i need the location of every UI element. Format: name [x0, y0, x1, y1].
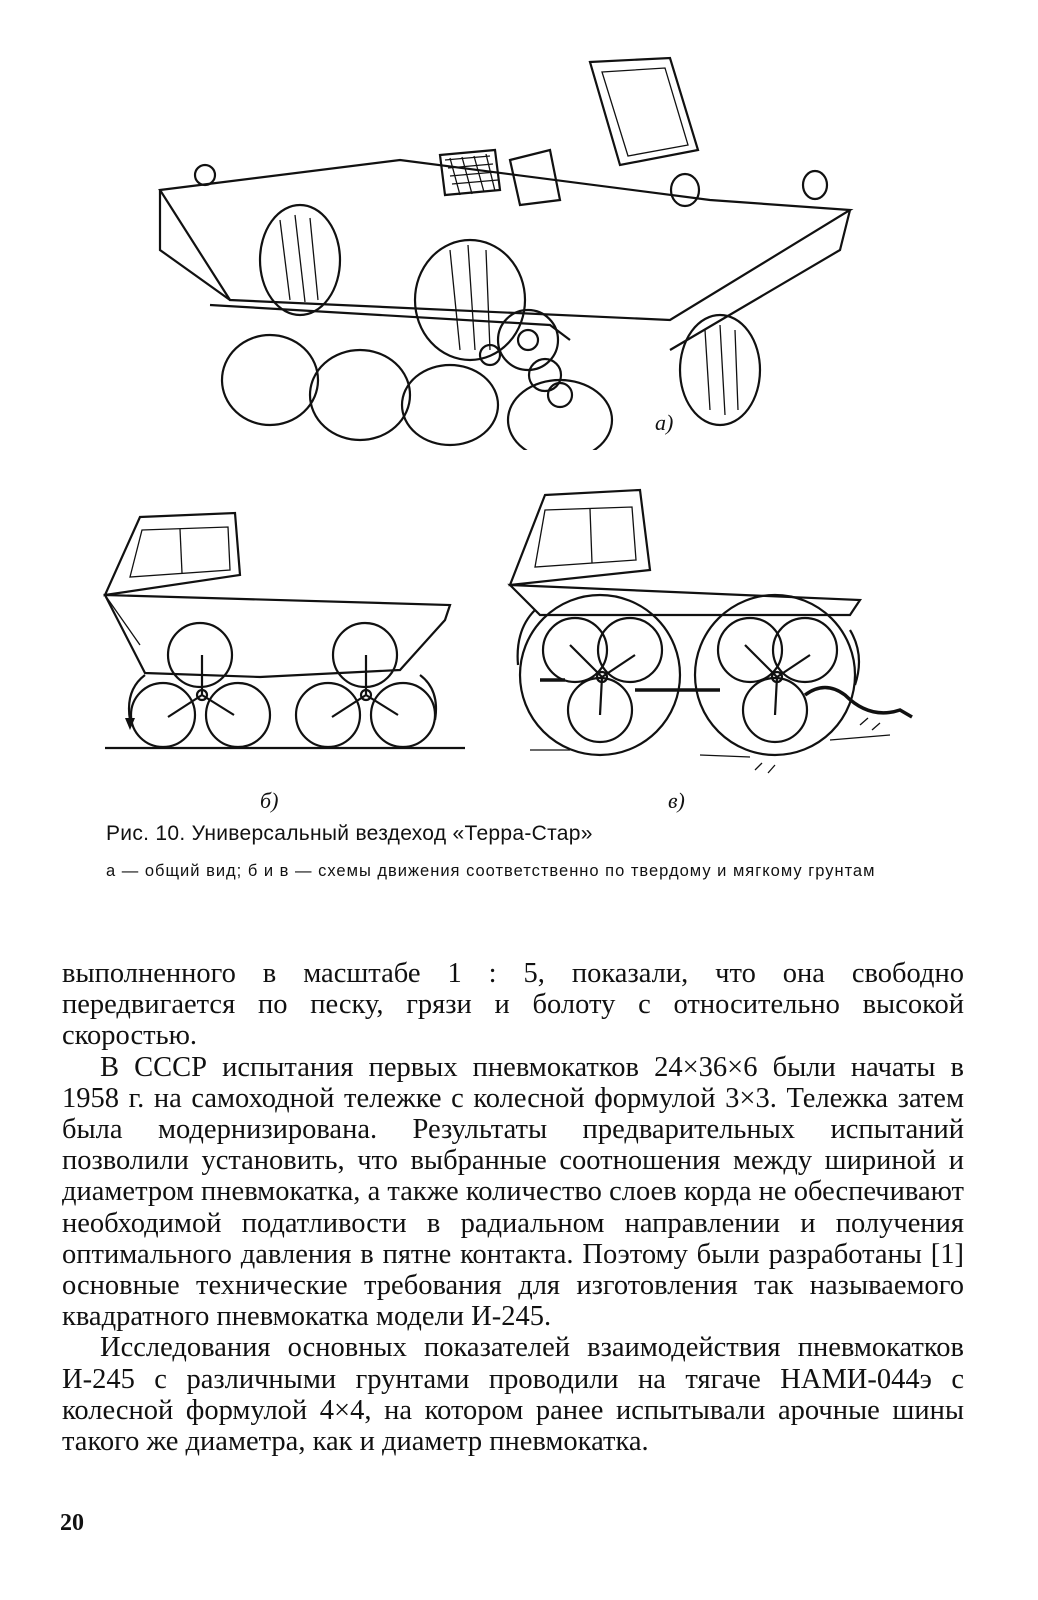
figure-v-label: в) [668, 788, 685, 813]
vehicle-general-view-drawing [150, 50, 870, 450]
soft-ground-scheme-drawing [500, 485, 920, 785]
figure-b-label: б) [260, 788, 279, 813]
paragraph-3: Исследования основных показателей взаимодействия пневмокатков И-245 с различными грунтами проводили на тягаче НАМИ-044э с колесной формулой 4×4, на котором ранее испытывали арочные шины такого же диаметра, как и диаметр пневмокатка. [62, 1332, 964, 1458]
page-number: 20 [60, 1510, 84, 1536]
paragraph-2: В СССР испытания первых пневмокатков 24×36×6 были начаты в 1958 г. на самоходной тележке с колесной формулой 3×3. Тележка затем была модернизирована. Результаты предварительных испытаний позволили установить, что выбранные соотношения между шириной и диаметром пневмокатка, а также количество слоев корда не обеспечивают необходимой податливости в радиальном направлении и получения оптимального давления в пятне контакта. Поэтому были разработаны [1] основные технические требования для изготовления так называемого квадратного пневмокатка модели И-245. [62, 1051, 964, 1333]
figure-a-label: а) [655, 410, 674, 435]
body-text [62, 958, 964, 1457]
paragraph-1: выполненного в масштабе 1 : 5, показали, что она свободно передвигается по песку, грязи и болоту с относительно высокой скоростью. [62, 958, 964, 1052]
figure-caption-legend: а — общий вид; б и в — схемы движения соответственно по твердому и мягкому грунтам [106, 862, 876, 880]
hard-ground-scheme-drawing [100, 505, 480, 765]
figure-caption-title: Рис. 10. Универсальный вездеход «Терра-Стар» [106, 822, 593, 845]
